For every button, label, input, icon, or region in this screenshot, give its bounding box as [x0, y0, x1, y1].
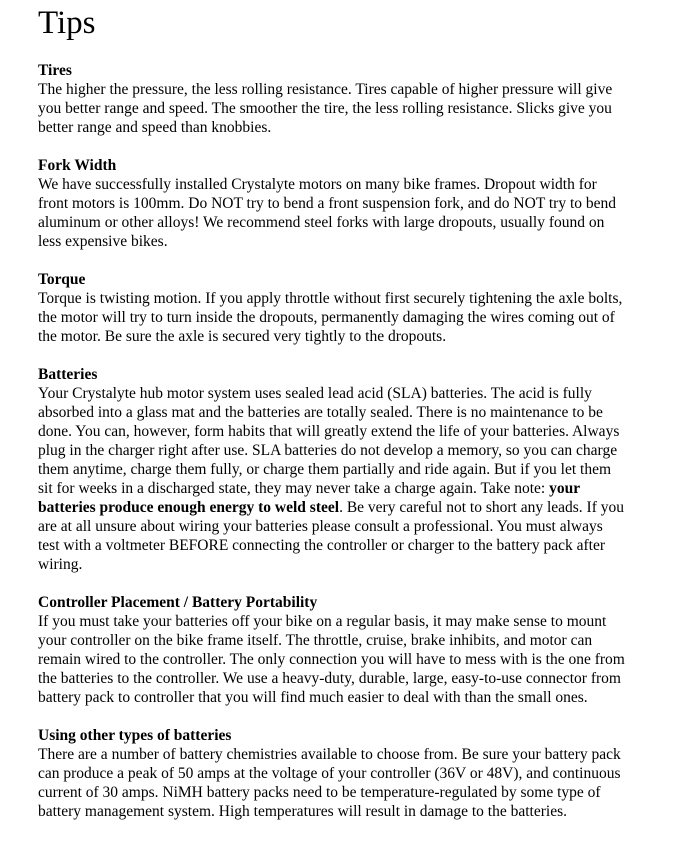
- batteries-text-after: . Be very careful not to short any leads. If you are at all unsure about wiring your batteries please consult a professional. You must always test with a voltmeter BEFORE connecting the controller or charger to the battery pack after wiring.: [38, 499, 625, 573]
- section-body-tires: The higher the pressure, the less rolling resistance. Tires capable of higher pressure will give you better range and speed. The smoother the tire, the less rolling resistance. Slicks give you better range and speed than knobbies.: [38, 81, 613, 136]
- section-heading-batteries: Batteries: [38, 366, 98, 383]
- section-body-controller-placement: If you must take your batteries off your bike on a regular basis, it may make sense to mount your controller on the bike frame itself. The throttle, cruise, brake inhibits, and motor can remain wired to the controller. The only connection you will have to mess with is the one from the batteries to the controller. We use a heavy-duty, durable, large, easy-to-use connector from battery pack to controller that you will find much easier to deal with than the small ones.: [38, 613, 625, 706]
- page-title: Tips: [38, 5, 96, 41]
- section-other-batteries: [38, 726, 628, 821]
- section-heading-fork-width: Fork Width: [38, 157, 117, 174]
- section-body-fork-width: We have successfully installed Crystalyte motors on many bike frames. Dropout width for front motors is 100mm. Do NOT try to bend a front suspension fork, and do NOT try to bend aluminum or other alloys! We recommend steel forks with large dropouts, usually found on less expensive bikes.: [38, 176, 617, 250]
- section-fork-width: [38, 156, 628, 251]
- section-torque: [38, 270, 628, 346]
- batteries-text-before: Your Crystalyte hub motor system uses sealed lead acid (SLA) batteries. The acid is fully absorbed into a glass mat and the batteries are totally sealed. There is no maintenance to be done. You can, however, form habits that will greatly extend the life of your batteries. Always plug in the charger right after use. SLA batteries do not develop a memory, so you can charge them anytime, charge them fully, or charge them partially and ride again. But if you let them sit for weeks in a discharged state, they may never take a charge again. Take note:: [38, 385, 620, 497]
- section-heading-other-batteries: Using other types of batteries: [38, 727, 232, 744]
- section-controller-placement: [38, 593, 628, 707]
- section-body-other-batteries: There are a number of battery chemistries available to choose from. Be sure your battery pack can produce a peak of 50 amps at the voltage of your controller (36V or 48V), and continuous current of 30 amps. NiMH battery packs need to be temperature-regulated by some type of battery management system. High temperatures will result in damage to the batteries.: [38, 746, 621, 820]
- section-heading-controller-placement: Controller Placement / Battery Portability: [38, 594, 318, 611]
- section-heading-tires: Tires: [38, 62, 72, 79]
- batteries-warning-bold: your batteries produce enough energy to weld steel: [38, 480, 580, 516]
- section-heading-torque: Torque: [38, 271, 86, 288]
- section-batteries: [38, 365, 628, 574]
- section-tires: [38, 61, 628, 137]
- section-body-torque: Torque is twisting motion. If you apply throttle without first securely tightening the axle bolts, the motor will try to turn inside the dropouts, permanently damaging the wires coming out of the motor. Be sure the axle is secured very tightly to the dropouts.: [38, 290, 623, 345]
- section-body-batteries: [38, 384, 628, 574]
- document-page: [38, 0, 628, 840]
